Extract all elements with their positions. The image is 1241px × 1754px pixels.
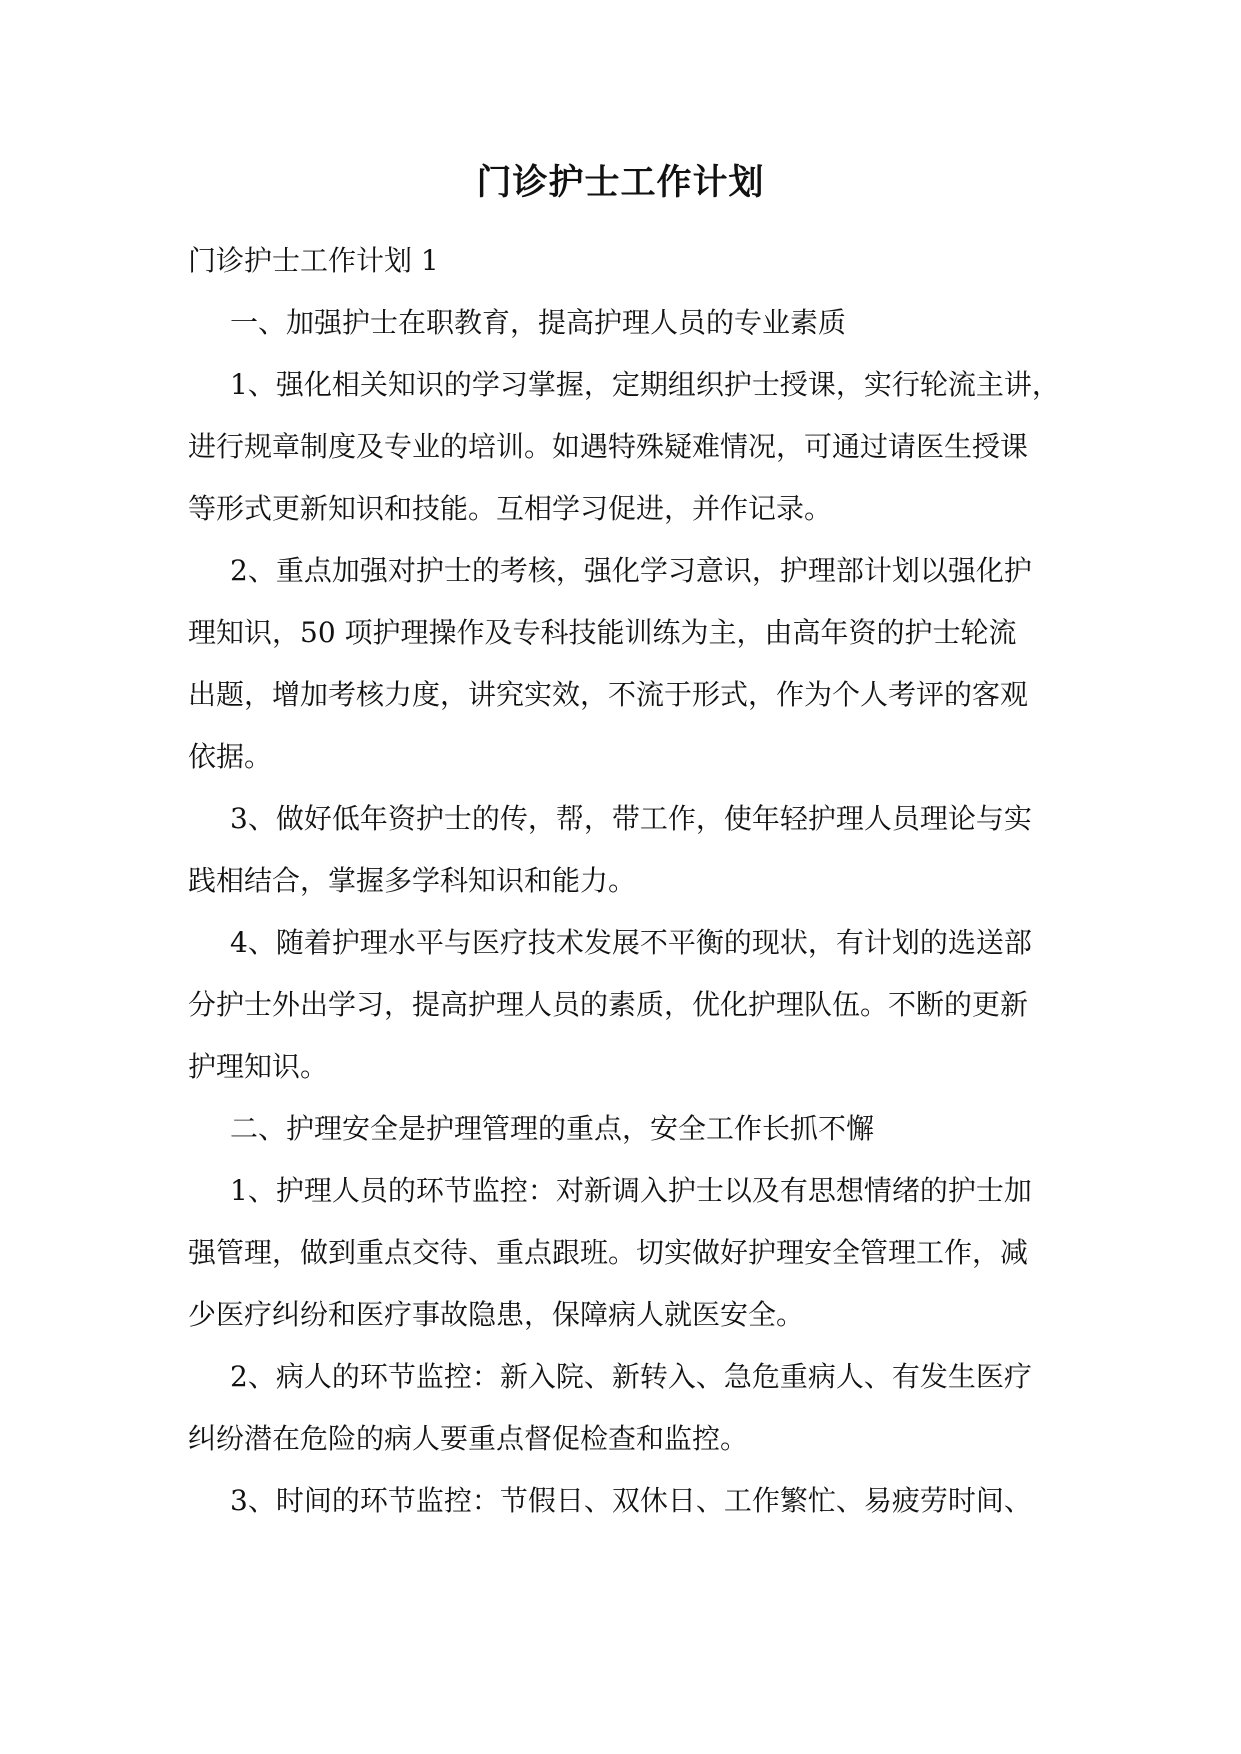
text-line: 2、病人的环节监控：新入院、新转入、急危重病人、有发生医疗 [230, 1360, 1032, 1393]
text-line: 3、做好低年资护士的传，帮，带工作，使年轻护理人员理论与实 [230, 802, 1032, 835]
section-heading-safety [188, 1098, 1068, 1160]
paragraph-safety-2 [188, 1346, 1068, 1470]
text-line: 分护士外出学习，提高护理人员的素质，优化护理队伍。不断的更新 [188, 988, 1029, 1021]
text-line: 门诊护士工作计划 1 [188, 244, 439, 277]
document-body [188, 230, 1068, 1532]
text-line: 一、加强护士在职教育，提高护理人员的专业素质 [230, 306, 847, 339]
paragraph-item-4 [188, 912, 1068, 1098]
text-line: 出题，增加考核力度，讲究实效，不流于形式，作为个人考评的客观 [188, 678, 1029, 711]
text-line: 4、随着护理水平与医疗技术发展不平衡的现状，有计划的选送部 [230, 926, 1032, 959]
text-line: 3、时间的环节监控：节假日、双休日、工作繁忙、易疲劳时间、 [230, 1484, 1032, 1517]
paragraph-safety-3 [188, 1470, 1068, 1532]
section-heading-plan-1 [188, 230, 1068, 292]
text-line: 强管理，做到重点交待、重点跟班。切实做好护理安全管理工作，减 [188, 1236, 1029, 1269]
text-line: 依据。 [188, 740, 273, 773]
text-line: 护理知识。 [188, 1050, 329, 1083]
paragraph-safety-1 [188, 1160, 1068, 1346]
paragraph-item-3 [188, 788, 1068, 912]
text-line: 1、护理人员的环节监控：对新调入护士以及有思想情绪的护士加 [230, 1174, 1032, 1207]
text-line: 1、强化相关知识的学习掌握，定期组织护士授课，实行轮流主讲， [230, 368, 1060, 401]
text-line: 纠纷潜在危险的病人要重点督促检查和监控。 [188, 1422, 749, 1455]
text-line: 理知识，50 项护理操作及专科技能训练为主，由高年资的护士轮流 [188, 616, 1017, 649]
text-line: 践相结合，掌握多学科知识和能力。 [188, 864, 637, 897]
text-line: 少医疗纠纷和医疗事故隐患，保障病人就医安全。 [188, 1298, 805, 1331]
text-line: 二、护理安全是护理管理的重点，安全工作长抓不懈 [230, 1112, 875, 1145]
section-heading-education [188, 292, 1068, 354]
text-line: 2、重点加强对护士的考核，强化学习意识，护理部计划以强化护 [230, 554, 1032, 587]
text-line: 等形式更新知识和技能。互相学习促进，并作记录。 [188, 492, 833, 525]
document-title: 门诊护士工作计划 [476, 162, 765, 203]
text-line: 进行规章制度及专业的培训。如遇特殊疑难情况，可通过请医生授课 [188, 430, 1029, 463]
paragraph-item-2 [188, 540, 1068, 788]
paragraph-item-1 [188, 354, 1068, 540]
